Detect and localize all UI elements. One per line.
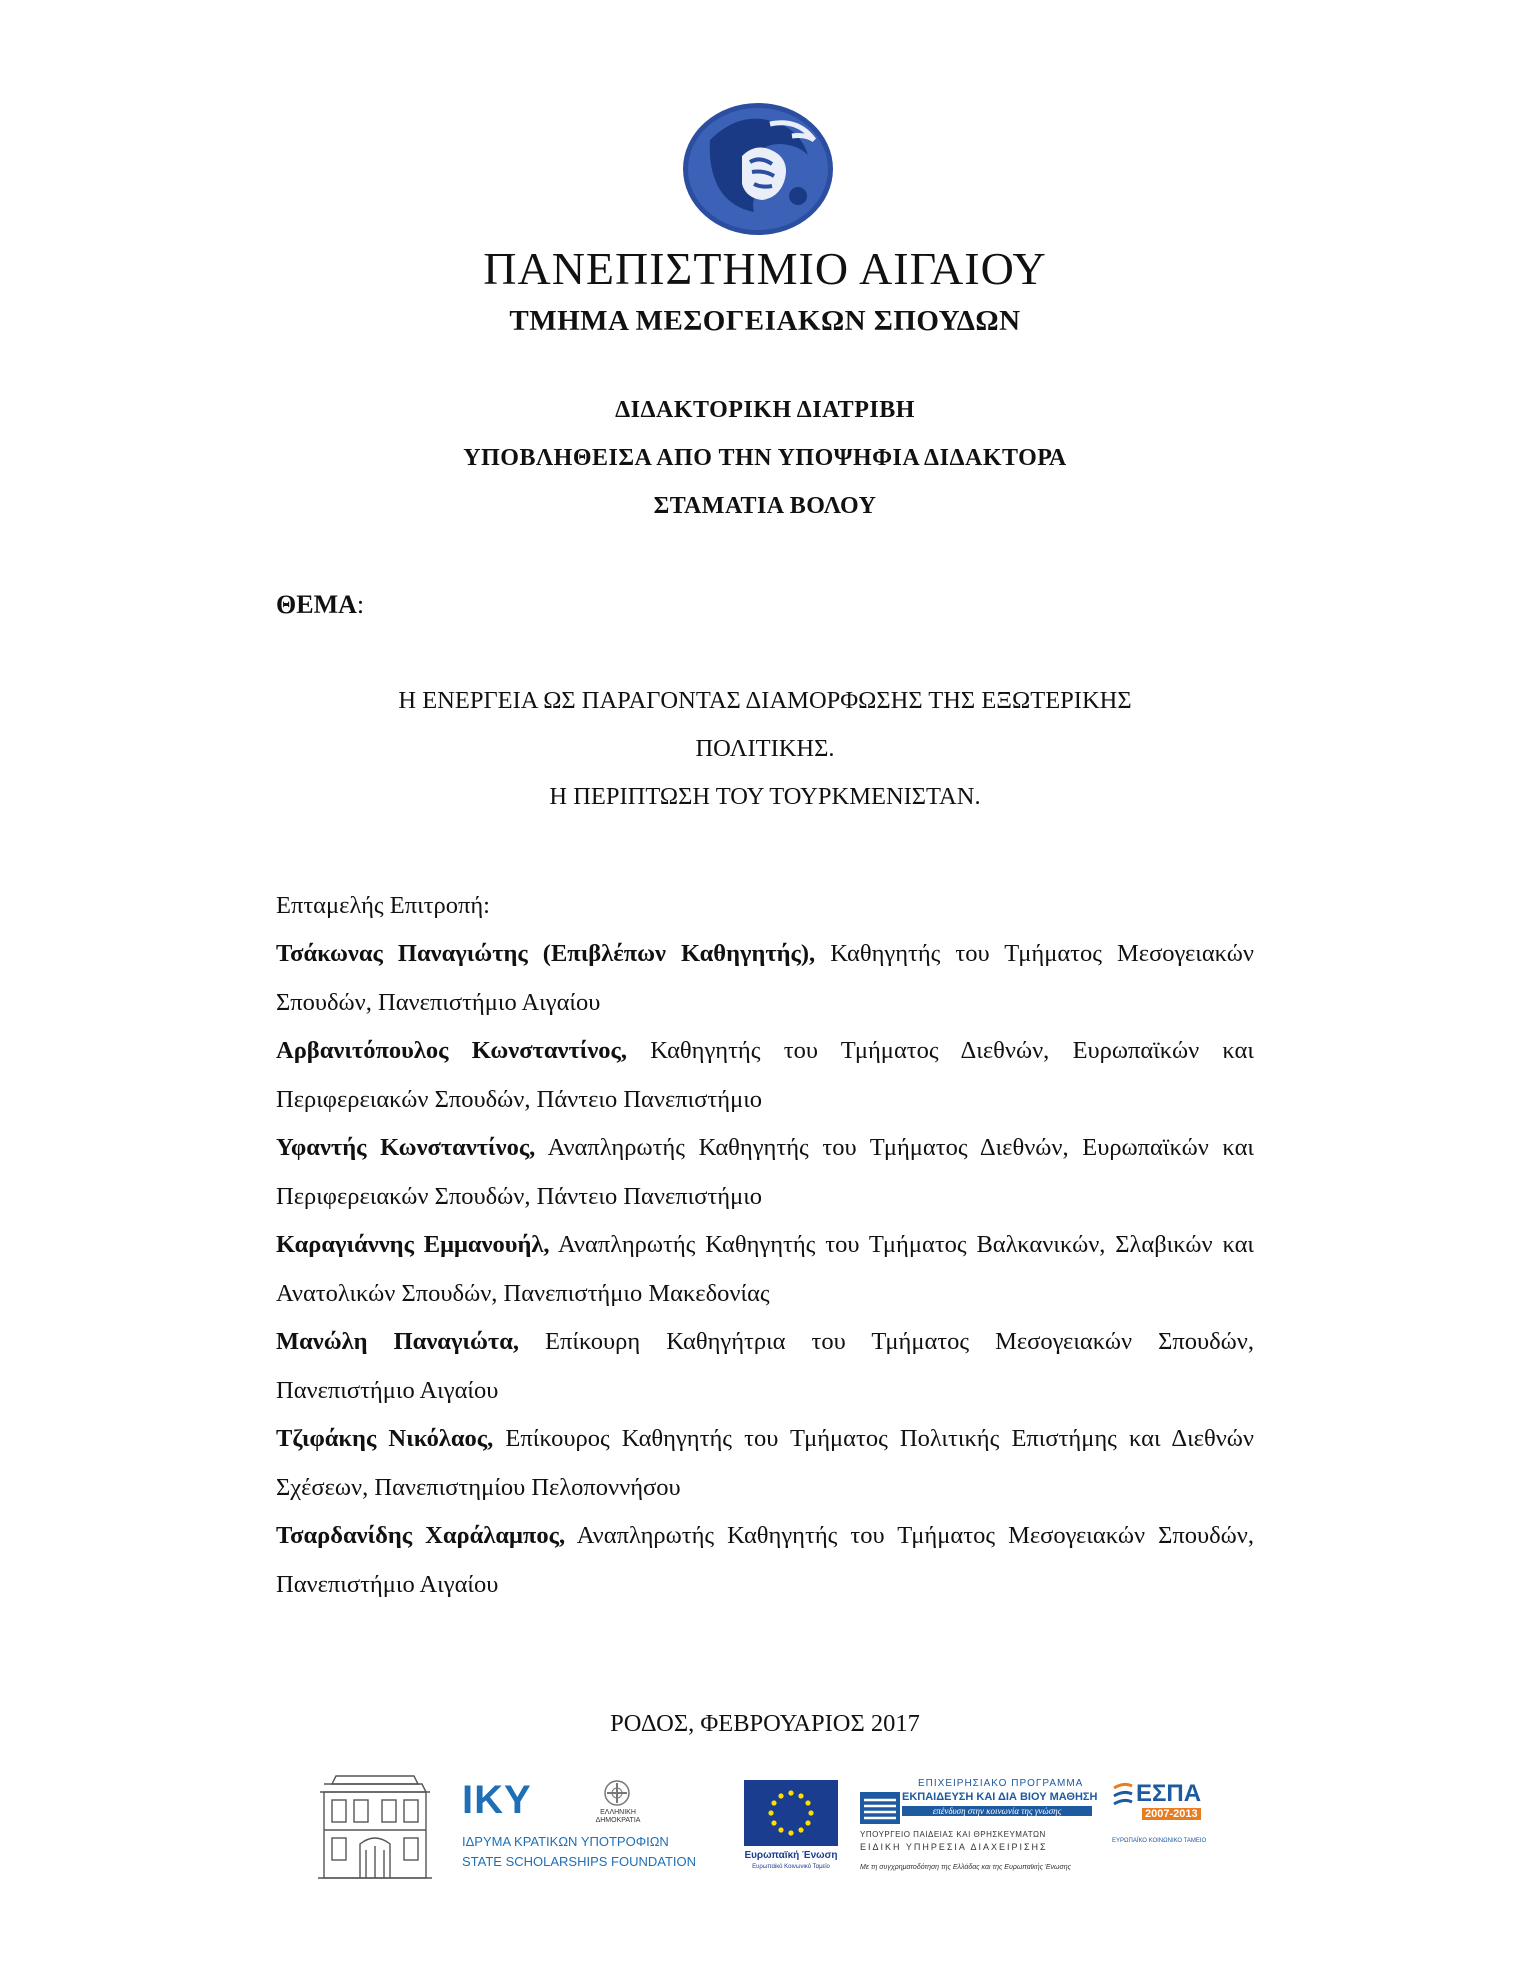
member-title: Επίκουρη Καθηγήτρια του Τμήματος Μεσογειακών Σπουδών, Πανεπιστήμιο Αιγαίου [276,1328,1254,1404]
dissertation-type: ΔΙΔΑΚΤΟΡΙΚΗ ΔΙΑΤΡΙΒΗ [615,397,915,423]
espa-subtitle: ΕΥΡΩΠΑΪΚΟ ΚΟΙΝΩΝΙΚΟ ΤΑΜΕΙΟ [1112,1838,1207,1844]
building-logo [316,1770,434,1882]
member-title: Καθηγητής του Τμήματος Διεθνών, Ευρωπαϊκών και Περιφερειακών Σπουδών, Πάντειο Πανεπιστήμιο [276,1037,1254,1113]
iky-name-english: STATE SCHOLARSHIPS FOUNDATION [462,1854,697,1869]
member-name: Τσαρδανίδης Χαράλαμπος, [276,1522,566,1549]
op-line-6: Με τη συγχρηματοδότηση της Ελλάδας και της Ευρωπαϊκής Ένωσης [860,1864,1071,1871]
committee-member [276,1415,1254,1512]
university-name: ΠΑΝΕΠΙΣΤΗΜΙΟ ΑΙΓΑΙΟΥ [483,243,1047,294]
place-and-date: ΡΟΔΟΣ, ΦΕΒΡΟΥΑΡΙΟΣ 2017 [610,1710,920,1737]
committee-label: Επταμελής Επιτροπή: [276,892,490,919]
espa-swoosh-icon [1112,1782,1134,1810]
topic-title-line-3: Η ΠΕΡΙΠΤΩΣΗ ΤΟΥ ΤΟΥΡΚΜΕΝΙΣΤΑΝ. [549,783,981,810]
iky-acronym: IKY [462,1778,532,1822]
committee-member [276,1221,1254,1318]
member-name: Αρβανιτόπουλος Κωνσταντίνος, [276,1037,627,1064]
committee-section [276,882,1254,1609]
submission-statement: ΥΠΟΒΛΗΘΕΙΣΑ ΑΠΟ ΤΗΝ ΥΠΟΨΗΦΙΑ ΔΙΔΑΚΤΟΡΑ [463,445,1067,471]
greek-emblem-icon [602,1778,632,1808]
member-title: Αναπληρωτής Καθηγητής του Τμήματος Διεθνών, Ευρωπαϊκών και Περιφερειακών Σπουδών, Πάντειο Πανεπιστήμιο [276,1134,1254,1210]
op-line-2: ΕΚΠΑΙΔΕΥΣΗ ΚΑΙ ΔΙΑ ΒΙΟΥ ΜΑΘΗΣΗ [902,1791,1098,1803]
espa-title: ΕΣΠΑ [1136,1780,1202,1807]
op-line-5: ΕΙΔΙΚΗ ΥΠΗΡΕΣΙΑ ΔΙΑΧΕΙΡΙΣΗΣ [860,1842,1048,1852]
topic-title-line-1: Η ΕΝΕΡΓΕΙΑ ΩΣ ΠΑΡΑΓΟΝΤΑΣ ΔΙΑΜΟΡΦΩΣΗΣ ΤΗΣ ΕΞΩΤΕΡΙΚΗΣ [398,687,1132,714]
committee-member [276,1318,1254,1415]
committee-member [276,1512,1254,1609]
espa-logo [1112,1780,1220,1854]
university-seal-logo [680,100,836,238]
op-emblem-icon [860,1792,900,1824]
member-title: Επίκουρος Καθηγητής του Τμήματος Πολιτικής Επιστήμης και Διεθνών Σχέσεων, Πανεπιστημίου Πελοποννήσου [276,1425,1254,1501]
iky-name-greek: ΙΔΡΥΜΑ ΚΡΑΤΙΚΩΝ ΥΠΟΤΡΟΦΙΩΝ [462,1834,669,1849]
eu-logo [744,1780,838,1878]
member-name: Τσάκωνας Παναγιώτης (Επιβλέπων Καθηγητής), [276,940,816,967]
candidate-name: ΣΤΑΜΑΤΙΑ ΒΟΛΟΥ [653,493,877,519]
topic-label: ΘΕΜΑ [276,590,357,619]
topic-separator: : [356,590,365,619]
op-line-4: ΥΠΟΥΡΓΕΙΟ ΠΑΙΔΕΙΑΣ ΚΑΙ ΘΡΗΣΚΕΥΜΑΤΩΝ [860,1830,1046,1839]
op-line-3: επένδυση στην κοινωνία της γνώσης [902,1806,1092,1816]
espa-years: 2007-2013 [1142,1808,1201,1820]
topic-title-line-2: ΠΟΛΙΤΙΚΗΣ. [695,735,835,762]
member-name: Υφαντής Κωνσταντίνος, [276,1134,536,1161]
member-title: Αναπληρωτής Καθηγητής του Τμήματος Βαλκανικών, Σλαβικών και Ανατολικών Σπουδών, Πανεπιστήμιο Μακεδονίας [276,1231,1255,1307]
member-title: Καθηγητής του Τμήματος Μεσογειακών Σπουδών, Πανεπιστήμιο Αιγαίου [276,940,1254,1016]
member-name: Μανώλη Παναγιώτα, [276,1328,520,1355]
eu-subcaption: Ευρωπαϊκό Κοινωνικό Ταμείο [752,1864,830,1870]
operational-programme-logo [858,1778,1108,1878]
iky-logo [460,1778,730,1884]
member-name: Τζιφάκης Νικόλαος, [276,1425,494,1452]
committee-member [276,930,1254,1027]
eu-caption: Ευρωπαϊκή Ένωση [744,1850,838,1861]
committee-member [276,1027,1254,1124]
topic-heading [276,590,364,620]
member-name: Καραγιάννης Εμμανουήλ, [276,1231,550,1258]
eu-flag-icon [744,1780,838,1846]
member-title: Αναπληρωτής Καθηγητής του Τμήματος Μεσογειακών Σπουδών, Πανεπιστήμιο Αιγαίου [276,1522,1254,1598]
department-name: ΤΜΗΜΑ ΜΕΣΟΓΕΙΑΚΩΝ ΣΠΟΥΔΩΝ [509,305,1021,337]
op-line-1: ΕΠΙΧΕΙΡΗΣΙΑΚΟ ΠΡΟΓΡΑΜΜΑ [918,1778,1084,1789]
hellenic-republic-text: ΕΛΛΗΝΙΚΗ ΔΗΜΟΚΡΑΤΙΑ [595,1809,641,1824]
committee-member [276,1124,1254,1221]
